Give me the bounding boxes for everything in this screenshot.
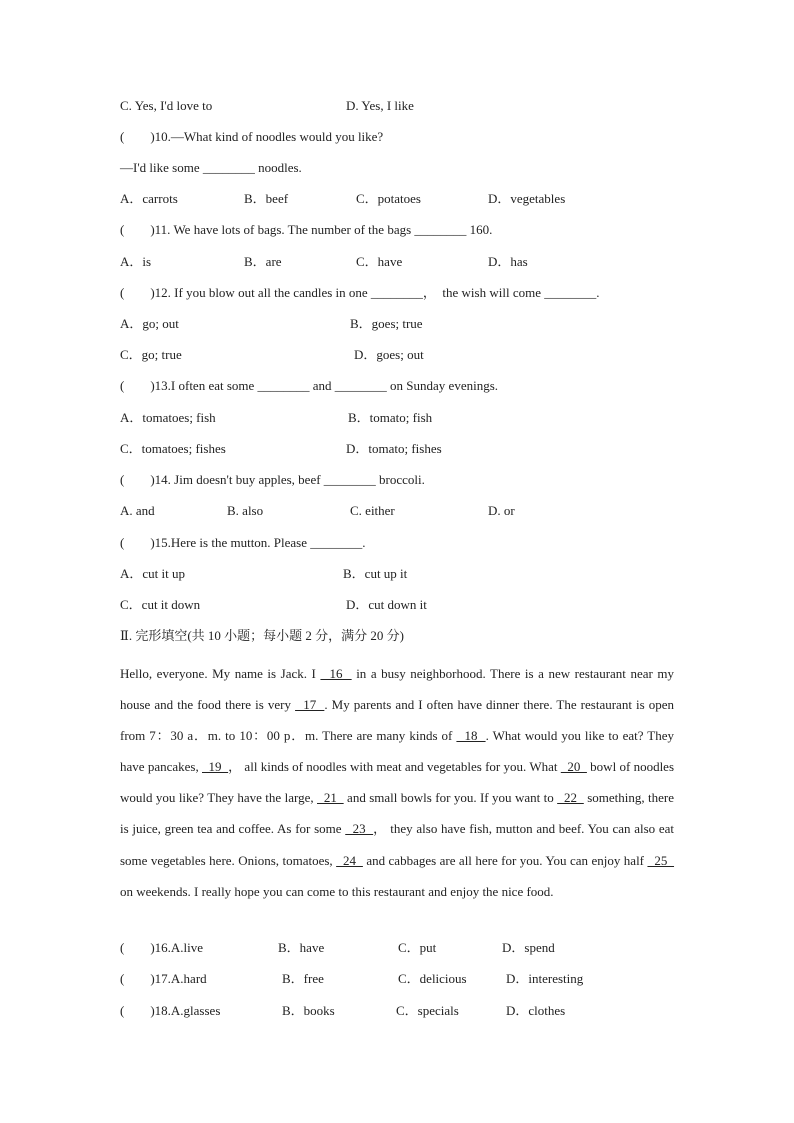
passage-text: ， they also have fish, mutton and beef. You can also eat some vegetables here. Onions, tomatoes, bbox=[120, 821, 675, 868]
l13-text: ( )14. Jim doesn't buy apples, beef ________ broccoli. bbox=[120, 472, 425, 487]
l17-option-0: C．cut it down bbox=[120, 597, 201, 612]
l7-text: ( )12. If you blow out all the candles in one ________， the wish will come ________. bbox=[120, 285, 600, 300]
l11-option-0: A．tomatoes; fish bbox=[120, 410, 216, 425]
q17-option-3: D．interesting bbox=[506, 971, 584, 986]
l5-text: ( )11. We have lots of bags. The number of the bags ________ 160. bbox=[120, 222, 493, 237]
l9-option-1: D．goes; out bbox=[354, 347, 424, 362]
l14-option-2: C. either bbox=[350, 503, 395, 518]
passage-text: and small bowls for you. If you want to bbox=[343, 790, 558, 806]
blank-number: 18 bbox=[456, 728, 486, 744]
q16-option-0: ( )16.A.live bbox=[120, 940, 204, 955]
passage-text: and cabbages are all here for you. You can enjoy half bbox=[362, 852, 648, 868]
l16-option-1: B．cut up it bbox=[343, 566, 408, 581]
l3-text: —I'd like some ________ noodles. bbox=[120, 160, 302, 175]
l12-option-0: C．tomatoes; fishes bbox=[120, 441, 226, 456]
passage-text: . What would you like to eat? They have pancakes, bbox=[120, 728, 675, 775]
l4-option-3: D．vegetables bbox=[488, 191, 566, 206]
q18-option-3: D．clothes bbox=[506, 1003, 566, 1018]
l12-option-1: D．tomato; fishes bbox=[346, 441, 442, 456]
l15-text: ( )15.Here is the mutton. Please ________. bbox=[120, 535, 366, 550]
l16-option-0: A．cut it up bbox=[120, 566, 185, 581]
passage-text: something, there is juice, green tea and coffee. As for some bbox=[120, 790, 674, 837]
cloze-passage bbox=[120, 658, 674, 907]
l1-option-0: C. Yes, I'd love to bbox=[120, 98, 213, 113]
blank-number: 17 bbox=[295, 697, 325, 713]
blank-number: 22 bbox=[557, 790, 584, 806]
q18-option-1: B．books bbox=[282, 1003, 335, 1018]
l1-option-1: D. Yes, I like bbox=[346, 98, 414, 113]
l6-option-1: B．are bbox=[244, 254, 282, 269]
blank-number: 20 bbox=[560, 759, 587, 775]
q17-option-1: B．free bbox=[282, 971, 324, 986]
passage-text: . My parents and I often have dinner there. The restaurant is open from 7：30 a．m. to 10：00 p．m. There are many kinds of bbox=[120, 697, 675, 744]
l17-option-1: D．cut down it bbox=[346, 597, 427, 612]
blank-number: 25 bbox=[647, 852, 675, 868]
passage-text: Hello, everyone. My name is Jack. I bbox=[120, 666, 321, 681]
blank-number: 24 bbox=[336, 852, 363, 868]
l8-option-0: A．go; out bbox=[120, 316, 179, 331]
q18-option-2: C．specials bbox=[396, 1003, 459, 1018]
l6-option-0: A．is bbox=[120, 254, 152, 269]
passage-text: in a busy neighborhood. There is a new restaurant near my house and the food there is very bbox=[120, 666, 674, 713]
l14-option-1: B. also bbox=[227, 503, 264, 518]
l4-option-1: B．beef bbox=[244, 191, 289, 206]
l8-option-1: B．goes; true bbox=[350, 316, 423, 331]
q17-option-2: C．delicious bbox=[398, 971, 467, 986]
blank-number: 23 bbox=[345, 821, 374, 837]
q17-option-0: ( )17.A.hard bbox=[120, 971, 207, 986]
q16-option-2: C．put bbox=[398, 940, 437, 955]
l9-option-0: C．go; true bbox=[120, 347, 182, 362]
l6-option-3: D．has bbox=[488, 254, 528, 269]
blank-number: 21 bbox=[317, 790, 344, 806]
l6-option-2: C．have bbox=[356, 254, 403, 269]
passage-text: bowl of noodles would you like? They have the large, bbox=[120, 759, 675, 806]
blank-number: 16 bbox=[320, 666, 352, 681]
l2-text: ( )10.—What kind of noodles would you like? bbox=[120, 129, 384, 144]
q16-option-1: B．have bbox=[278, 940, 325, 955]
q16-option-3: D．spend bbox=[502, 940, 555, 955]
l4-option-0: A．carrots bbox=[120, 191, 178, 206]
q18-option-0: ( )18.A.glasses bbox=[120, 1003, 221, 1018]
l14-option-0: A. and bbox=[120, 503, 155, 518]
l10-text: ( )13.I often eat some ________ and ________ on Sunday evenings. bbox=[120, 378, 499, 393]
blank-number: 19 bbox=[202, 759, 229, 775]
passage-text: ， all kinds of noodles with meat and vegetables for you. What bbox=[228, 759, 561, 775]
passage-text: on weekends. I really hope you can come to this restaurant and enjoy the nice food. bbox=[120, 883, 554, 899]
l4-option-2: C．potatoes bbox=[356, 191, 421, 206]
l18-text: Ⅱ. 完形填空(共 10 小题；每小题 2 分，满分 20 分) bbox=[120, 628, 404, 643]
l11-option-1: B．tomato; fish bbox=[348, 410, 433, 425]
l14-option-3: D. or bbox=[488, 503, 515, 518]
